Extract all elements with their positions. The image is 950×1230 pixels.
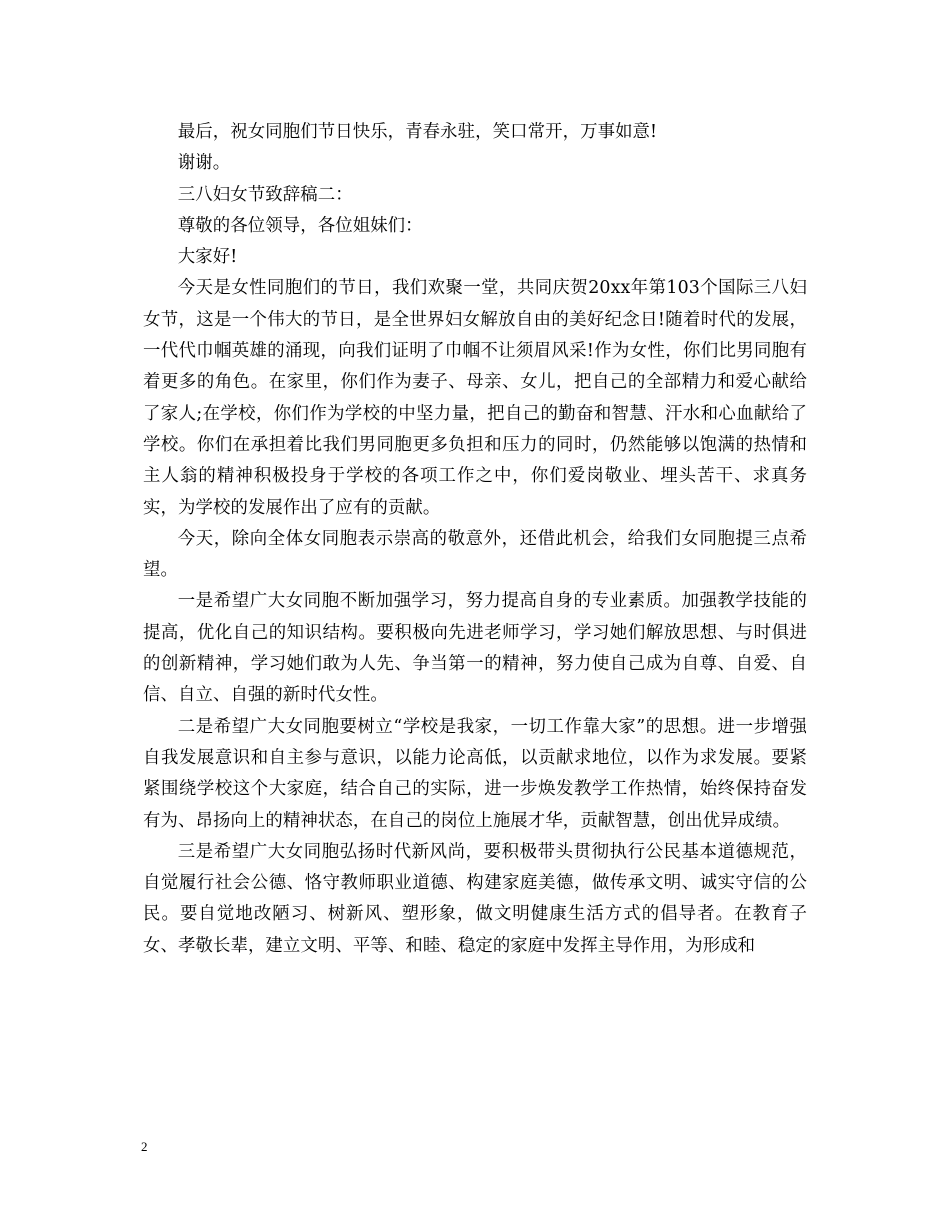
page-number: 2 — [141, 1139, 148, 1154]
hope-one-paragraph: 一是希望广大女同胞不断加强学习，努力提高自身的专业素质。加强教学技能的提高，优化自己的知识结构。要积极向先进老师学习，学习她们解放思想、与时俱进的创新精神，学习她们敢为人先、争当第一的精神，努力使自己成为自尊、自爱、自信、自立、自强的新时代女性。 — [143, 591, 807, 706]
hope-two-paragraph: 二是希望广大女同胞要树立“学校是我家，一切工作靠大家”的思想。进一步增强自我发展意识和自主参与意识，以能力论高低，以贡献求地位，以作为求发展。要紧紧围绕学校这个大家庭，结合自己的实际，进一步焕发教学工作热情，始终保持奋发有为、昂扬向上的精神状态，在自己的岗位上施展才华，贡献智慧，创出优异成绩。 — [143, 716, 807, 831]
thanks-paragraph: 谢谢。 — [177, 153, 231, 174]
salutation-paragraph: 尊敬的各位领导，各位姐妹们： — [177, 215, 423, 236]
hopes-intro-paragraph: 今天，除向全体女同胞表示崇高的敬意外，还借此机会，给我们女同胞提三点希望。 — [143, 528, 807, 581]
closing-wish-paragraph: 最后，祝女同胞们节日快乐，青春永驻，笑口常开，万事如意! — [177, 122, 658, 142]
document-body — [143, 117, 807, 962]
speech-title-paragraph: 三八妇女节致辞稿二： — [177, 184, 353, 205]
hope-three-paragraph: 三是希望广大女同胞弘扬时代新风尚，要积极带头贯彻执行公民基本道德规范，自觉履行社会公德、恪守教师职业道德、构建家庭美德，做传承文明、诚实守信的公民。要自觉地改陋习、树新风、塑形象，做文明健康生活方式的倡导者。在教育子女、孝敬长辈，建立文明、平等、和睦、稳定的家庭中发挥主导作用，为形成和 — [143, 841, 807, 956]
greeting-paragraph: 大家好! — [177, 247, 238, 268]
intro-paragraph: 今天是女性同胞们的节日，我们欢聚一堂，共同庆贺20xx年第103个国际三八妇女节，这是一个伟大的节日，是全世界妇女解放自由的美好纪念日!随着时代的发展，一代代巾帼英雄的涌现，向我们证明了巾帼不让须眉风采!作为女性，你们比男同胞有着更多的角色。在家里，你们作为妻子、母亲、女儿，把自己的全部精力和爱心献给了家人;在学校，你们作为学校的中坚力量，把自己的勤奋和智慧、汗水和心血献给了学校。你们在承担着比我们男同胞更多负担和压力的同时，仍然能够以饱满的热情和主人翁的精神积极投身于学校的各项工作之中，你们爱岗敬业、埋头苦干、求真务实，为学校的发展作出了应有的贡献。 — [143, 278, 807, 518]
